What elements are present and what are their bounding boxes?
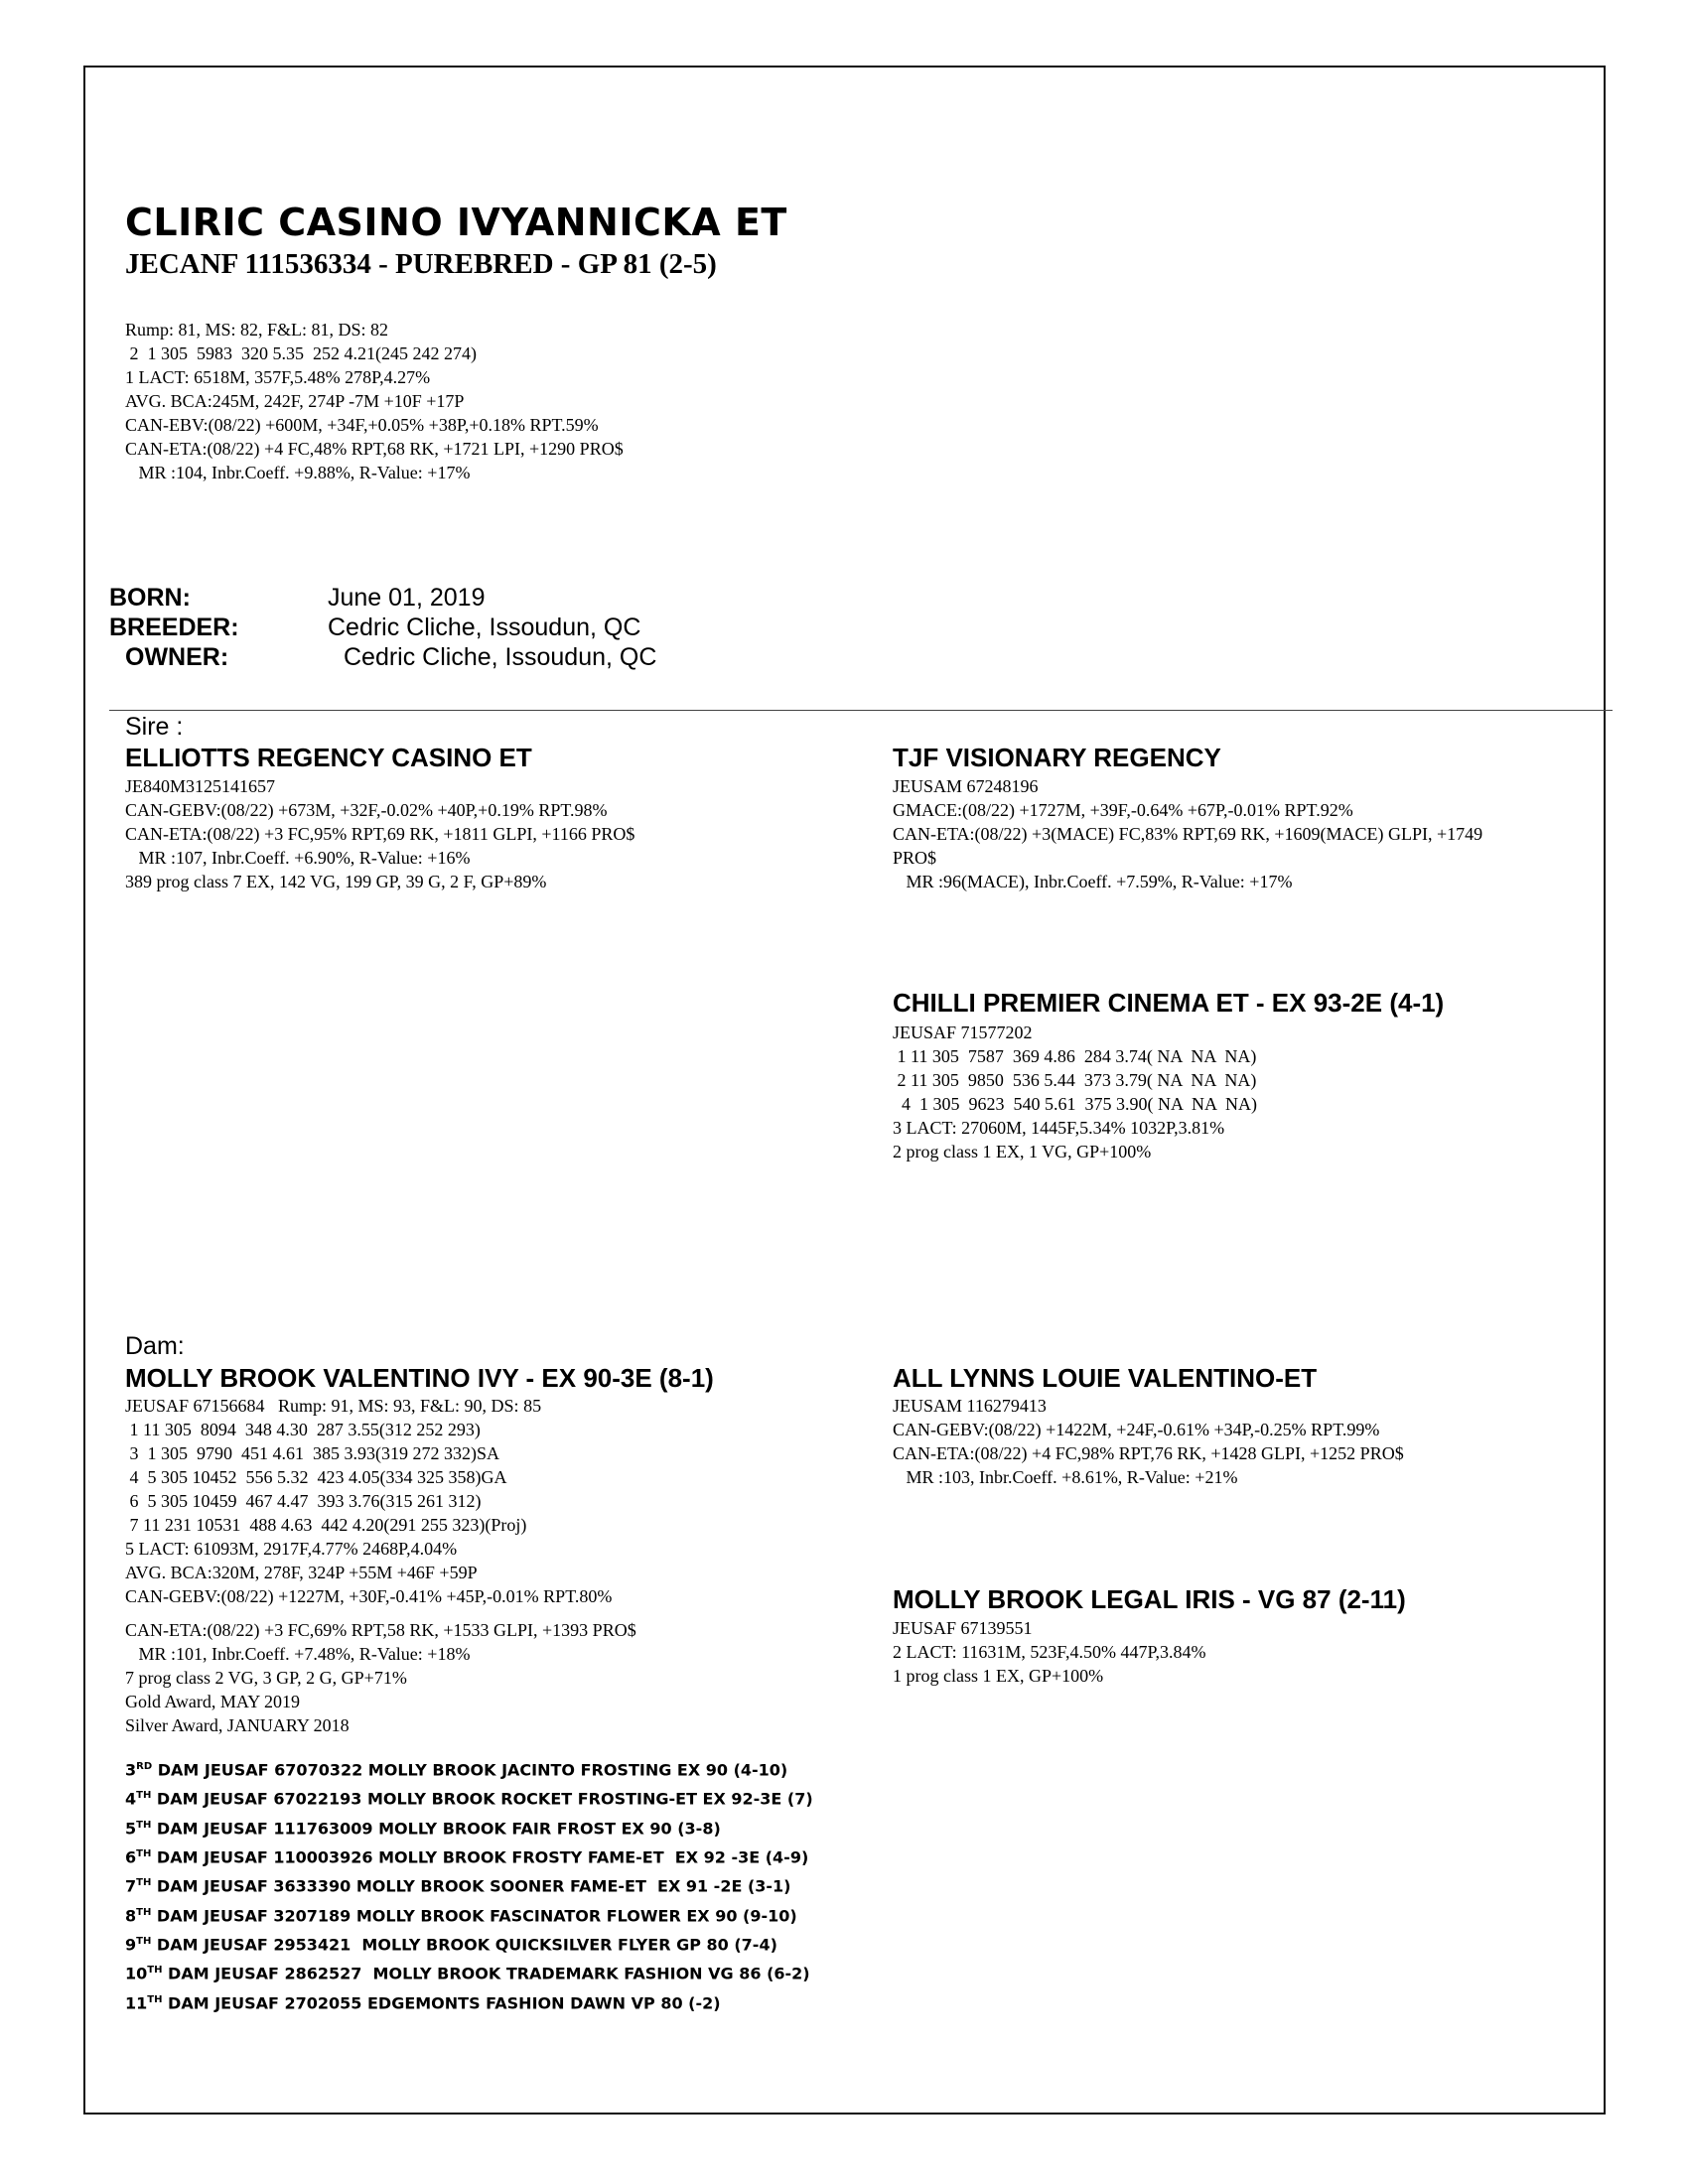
owner-value: Cedric Cliche, Issoudun, QC [344, 643, 657, 671]
dam-details [125, 1394, 612, 1608]
sire-line: CAN-GEBV:(08/22) +673M, +32F,-0.02% +40P,+0.19% RPT.98% [125, 800, 608, 820]
dam-generations [125, 1754, 813, 2016]
dam-line: MR :101, Inbr.Coeff. +7.48%, R-Value: +18% [125, 1644, 471, 1664]
section-divider [109, 710, 1613, 711]
dam-label: Dam: [125, 1332, 185, 1360]
animal-stats [125, 318, 624, 484]
generation-line: 3RD DAM JEUSAF 67070322 MOLLY BROOK JACINTO FROSTING EX 90 (4-10) [125, 1760, 788, 1780]
sire-sire-name: TJF VISIONARY REGENCY [893, 743, 1221, 772]
breeder-value: Cedric Cliche, Issoudun, QC [328, 614, 641, 641]
sire-line: CAN-ETA:(08/22) +3 FC,95% RPT,69 RK, +1811 GLPI, +1166 PRO$ [125, 824, 635, 844]
generation-line: 10TH DAM JEUSAF 2862527 MOLLY BROOK TRADEMARK FASHION VG 86 (6-2) [125, 1964, 810, 1983]
sire-sire-line: CAN-ETA:(08/22) +3(MACE) FC,83% RPT,69 RK, +1609(MACE) GLPI, +1749 [893, 824, 1483, 844]
generation-line: 9TH DAM JEUSAF 2953421 MOLLY BROOK QUICKSILVER FLYER GP 80 (7-4) [125, 1935, 777, 1955]
sire-dam-line: 1 11 305 7587 369 4.86 284 3.74( NA NA NA) [893, 1046, 1257, 1066]
stat-line: CAN-EBV:(08/22) +600M, +34F,+0.05% +38P,+0.18% RPT.59% [125, 415, 599, 435]
dam-line: 4 5 305 10452 556 5.32 423 4.05(334 325 358)GA [125, 1467, 507, 1487]
dam-dam-line: 1 prog class 1 EX, GP+100% [893, 1666, 1104, 1686]
dam-line: 1 11 305 8094 348 4.30 287 3.55(312 252 293) [125, 1420, 481, 1439]
stat-line: AVG. BCA:245M, 242F, 274P -7M +10F +17P [125, 391, 465, 411]
dam-details-2 [125, 1618, 636, 1737]
sire-name: ELLIOTTS REGENCY CASINO ET [125, 743, 532, 772]
dam-sire-line: MR :103, Inbr.Coeff. +8.61%, R-Value: +21% [893, 1467, 1238, 1487]
dam-line: 5 LACT: 61093M, 2917F,4.77% 2468P,4.04% [125, 1539, 458, 1559]
dam-dam-details [893, 1616, 1206, 1688]
generation-line: 6TH DAM JEUSAF 110003926 MOLLY BROOK FROSTY FAME-ET EX 92 -3E (4-9) [125, 1847, 809, 1867]
sire-dam-line: 2 prog class 1 EX, 1 VG, GP+100% [893, 1142, 1152, 1161]
dam-sire-name: ALL LYNNS LOUIE VALENTINO-ET [893, 1363, 1318, 1393]
dam-sire-line: CAN-ETA:(08/22) +4 FC,98% RPT,76 RK, +1428 GLPI, +1252 PRO$ [893, 1443, 1404, 1463]
dam-line: CAN-GEBV:(08/22) +1227M, +30F,-0.41% +45P,-0.01% RPT.80% [125, 1586, 613, 1606]
dam-line: 7 11 231 10531 488 4.63 442 4.20(291 255 323)(Proj) [125, 1515, 527, 1535]
sire-dam-name: CHILLI PREMIER CINEMA ET - EX 93-2E (4-1) [893, 988, 1445, 1018]
dam-name: MOLLY BROOK VALENTINO IVY - EX 90-3E (8-1) [125, 1363, 714, 1393]
generation-line: 8TH DAM JEUSAF 3207189 MOLLY BROOK FASCINATOR FLOWER EX 90 (9-10) [125, 1905, 797, 1925]
sire-dam-line: JEUSAF 71577202 [893, 1023, 1033, 1042]
dam-sire-line: CAN-GEBV:(08/22) +1422M, +24F,-0.61% +34P,-0.25% RPT.99% [893, 1420, 1380, 1439]
sire-sire-line: PRO$ [893, 848, 937, 868]
dam-dam-line: 2 LACT: 11631M, 523F,4.50% 447P,3.84% [893, 1642, 1206, 1662]
stat-line: Rump: 81, MS: 82, F&L: 81, DS: 82 [125, 320, 389, 340]
born-value: June 01, 2019 [328, 584, 486, 612]
sire-sire-line: GMACE:(08/22) +1727M, +39F,-0.64% +67P,-0.01% RPT.92% [893, 800, 1353, 820]
animal-registration: JECANF 111536334 - PUREBRED - GP 81 (2-5) [125, 248, 717, 280]
dam-line: 7 prog class 2 VG, 3 GP, 2 G, GP+71% [125, 1668, 407, 1688]
born-label: BORN: [109, 584, 191, 612]
dam-line: CAN-ETA:(08/22) +3 FC,69% RPT,58 RK, +1533 GLPI, +1393 PRO$ [125, 1620, 636, 1640]
stat-line: CAN-ETA:(08/22) +4 FC,48% RPT,68 RK, +1721 LPI, +1290 PRO$ [125, 439, 624, 459]
animal-name: CLIRIC CASINO IVYANNICKA ET [125, 201, 787, 244]
sire-sire-details [893, 774, 1482, 893]
dam-dam-line: JEUSAF 67139551 [893, 1618, 1033, 1638]
stat-line: 2 1 305 5983 320 5.35 252 4.21(245 242 274) [125, 343, 477, 363]
dam-line: JEUSAF 67156684 Rump: 91, MS: 93, F&L: 90, DS: 85 [125, 1396, 542, 1416]
sire-dam-line: 2 11 305 9850 536 5.44 373 3.79( NA NA NA) [893, 1070, 1257, 1090]
breeder-label: BREEDER: [109, 614, 239, 641]
dam-line: 3 1 305 9790 451 4.61 385 3.93(319 272 332)SA [125, 1443, 499, 1463]
sire-sire-line: JEUSAM 67248196 [893, 776, 1039, 796]
generation-line: 5TH DAM JEUSAF 111763009 MOLLY BROOK FAIR FROST EX 90 (3-8) [125, 1818, 721, 1838]
sire-label: Sire : [125, 713, 184, 741]
dam-line: Gold Award, MAY 2019 [125, 1692, 301, 1711]
dam-sire-line: JEUSAM 116279413 [893, 1396, 1047, 1416]
sire-line: JE840M3125141657 [125, 776, 276, 796]
sire-dam-line: 3 LACT: 27060M, 1445F,5.34% 1032P,3.81% [893, 1118, 1225, 1138]
dam-line: 6 5 305 10459 467 4.47 393 3.76(315 261 312) [125, 1491, 482, 1511]
owner-label: OWNER: [125, 643, 229, 671]
generation-line: 4TH DAM JEUSAF 67022193 MOLLY BROOK ROCKET FROSTING-ET EX 92-3E (7) [125, 1789, 813, 1809]
sire-details [125, 774, 634, 893]
sire-dam-line: 4 1 305 9623 540 5.61 375 3.90( NA NA NA) [893, 1094, 1257, 1114]
dam-sire-details [893, 1394, 1404, 1489]
dam-line: Silver Award, JANUARY 2018 [125, 1715, 350, 1735]
sire-sire-line: MR :96(MACE), Inbr.Coeff. +7.59%, R-Value: +17% [893, 872, 1293, 891]
stat-line: MR :104, Inbr.Coeff. +9.88%, R-Value: +17% [125, 463, 471, 482]
generation-line: 11TH DAM JEUSAF 2702055 EDGEMONTS FASHION DAWN VP 80 (-2) [125, 1992, 721, 2012]
stat-line: 1 LACT: 6518M, 357F,5.48% 278P,4.27% [125, 367, 431, 387]
sire-line: MR :107, Inbr.Coeff. +6.90%, R-Value: +16% [125, 848, 471, 868]
generation-line: 7TH DAM JEUSAF 3633390 MOLLY BROOK SOONER FAME-ET EX 91 -2E (3-1) [125, 1876, 791, 1896]
sire-dam-details [893, 1021, 1257, 1163]
sire-line: 389 prog class 7 EX, 142 VG, 199 GP, 39 G, 2 F, GP+89% [125, 872, 547, 891]
dam-line: AVG. BCA:320M, 278F, 324P +55M +46F +59P [125, 1563, 478, 1582]
dam-dam-name: MOLLY BROOK LEGAL IRIS - VG 87 (2-11) [893, 1584, 1406, 1614]
